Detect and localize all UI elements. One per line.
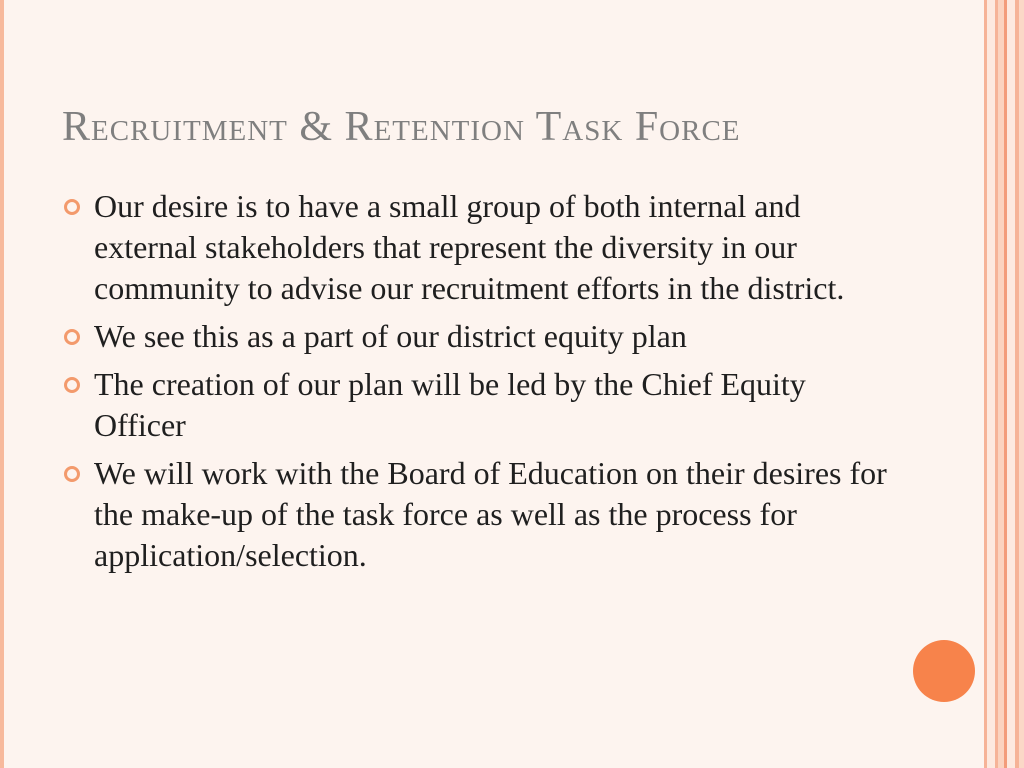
bullet-list — [62, 186, 902, 583]
ring-bullet-icon — [64, 377, 80, 393]
bullet-marker — [62, 316, 94, 357]
orange-circle-icon — [913, 640, 975, 702]
bullet-text: Our desire is to have a small group of both internal and external stakeholders that represent the diversity in our community to advise our recruitment efforts in the district. — [94, 188, 845, 306]
bullet-text: The creation of our plan will be led by the Chief Equity Officer — [94, 366, 806, 443]
ring-bullet-icon — [64, 329, 80, 345]
slide-title: Recruitment & Retention Task Force — [62, 104, 741, 150]
bullet-text: We see this as a part of our district equity plan — [94, 318, 687, 354]
bullet-item — [62, 316, 902, 357]
bullet-item — [62, 186, 902, 309]
bullet-item — [62, 364, 902, 446]
stripe — [987, 0, 995, 768]
ring-bullet-icon — [64, 466, 80, 482]
stripe — [1007, 0, 1015, 768]
bullet-marker — [62, 186, 94, 227]
bullet-text: We will work with the Board of Education on their desires for the make-up of the task force as well as the process for application/selection. — [94, 455, 887, 573]
right-decorative-stripes — [984, 0, 1024, 768]
ring-bullet-icon — [64, 199, 80, 215]
bullet-marker — [62, 453, 94, 494]
bullet-item — [62, 453, 902, 576]
bullet-marker — [62, 364, 94, 405]
stripe — [1019, 0, 1024, 768]
